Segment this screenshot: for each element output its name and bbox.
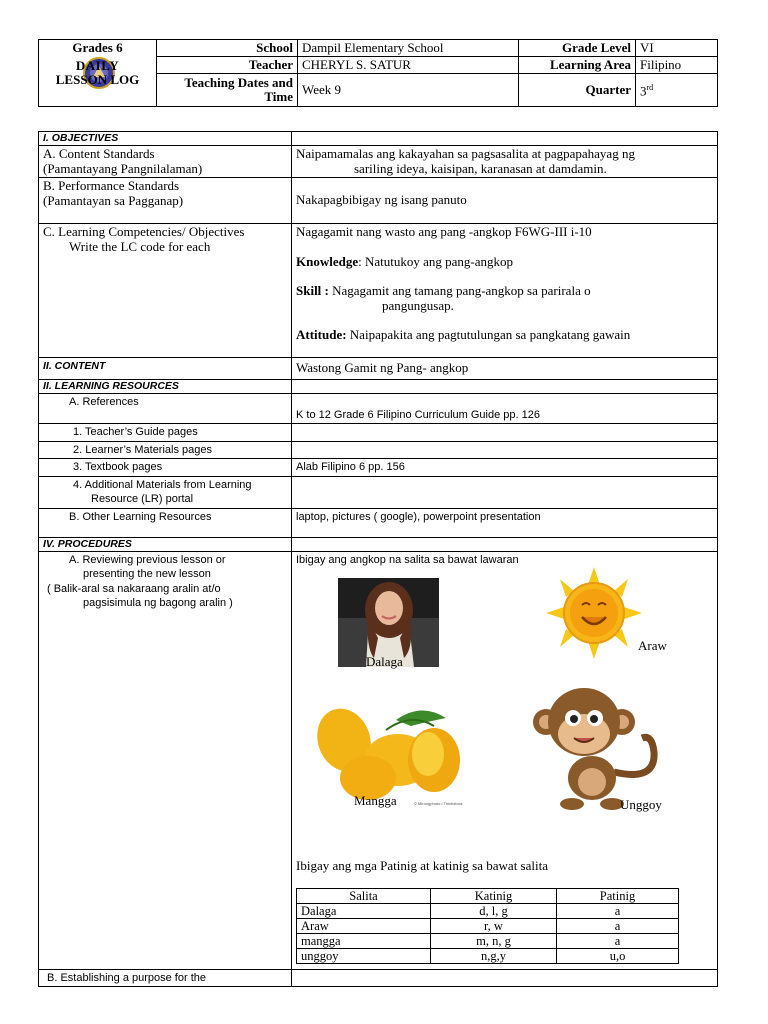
teachers-guide-label [39, 424, 292, 442]
procedure-a-label-line1: A. Reviewing previous lesson or [69, 553, 226, 566]
attitude-line [296, 328, 713, 343]
mini-cell: u,o [557, 949, 679, 964]
school-value: Dampil Elementary School [298, 40, 519, 57]
additional-materials-label-line1: 4. Additional Materials from Learning [73, 478, 252, 491]
objectives-heading-blank [292, 132, 718, 146]
mini-cell: d, l, g [431, 904, 557, 919]
learning-competencies-label-line1: C. Learning Competencies/ Objectives [43, 224, 245, 239]
lc-code-line: Nagagamit nang wasto ang pang -angkop F6WG-III i-10 [296, 224, 592, 239]
content-heading: II. CONTENT [39, 358, 292, 380]
mini-header-salita: Salita [297, 889, 431, 904]
other-resources-label [39, 508, 292, 537]
mini-cell: a [557, 904, 679, 919]
grades-label: Grades 6 [72, 40, 123, 55]
mini-cell: a [557, 919, 679, 934]
quarter-label: Quarter [519, 74, 636, 107]
mini-cell: mangga [297, 934, 431, 949]
additional-materials-label [39, 476, 292, 508]
content-standards-label-line1: A. Content Standards [43, 146, 155, 161]
unggoy-label: Unggoy [620, 797, 662, 812]
teachers-guide-value [292, 424, 718, 442]
procedure-a-label-line2: presenting the new lesson [83, 568, 211, 580]
content-standards-value-line1: Naipamamalas ang kakayahan sa pagsasalita at pagpapahayag ng [296, 146, 635, 161]
textbook-value: Alab Filipino 6 pp. 156 [292, 459, 718, 477]
skill-line [296, 284, 713, 299]
knowledge-line [296, 255, 713, 270]
additional-materials-value [292, 476, 718, 508]
content-value: Wastong Gamit ng Pang- angkop [292, 358, 718, 380]
procedure-b-content [292, 969, 718, 987]
knowledge-value: : Natutukoy ang pang-angkop [358, 253, 514, 269]
learners-materials-value [292, 441, 718, 459]
procedure-a-label-line3: ( Balik-aral sa nakaraang aralin at/o [47, 582, 221, 595]
mini-header-katinig: Katinig [431, 889, 557, 904]
performance-standards-label-line1: B. Performance Standards [43, 178, 180, 193]
grade-level-value: VI [636, 40, 718, 57]
references-value-text: K to 12 Grade 6 Filipino Curriculum Guide pp. 126 [296, 408, 540, 421]
skill-line-2: pangungusap. [382, 297, 454, 313]
mini-cell: n,g,y [431, 949, 557, 964]
mini-cell: a [557, 934, 679, 949]
learning-area-value: Filipino [636, 57, 718, 74]
content-standards-label [39, 146, 292, 178]
learning-competencies-value [292, 224, 718, 358]
references-value [292, 394, 718, 424]
procedure-a-instruction-2: Ibigay ang mga Patinig at katinig sa bawat salita [296, 858, 548, 873]
grade-level-label: Grade Level [519, 40, 636, 57]
procedure-a-instruction: Ibigay ang angkop na salita sa bawat lawaran [296, 553, 519, 566]
learning-competencies-label-line2: Write the LC code for each [69, 238, 211, 254]
performance-standards-label-line2: (Pamantayan sa Pagganap) [43, 192, 184, 208]
references-label-text: A. References [69, 396, 139, 408]
learners-materials-label-text: 2. Learner’s Materials pages [73, 443, 213, 456]
school-label: School [157, 40, 298, 57]
procedure-b-label [39, 969, 292, 987]
learning-competencies-label [39, 224, 292, 358]
dates-label [157, 74, 298, 107]
mini-cell: Dalaga [297, 904, 431, 919]
dalaga-label: Dalaga [366, 654, 403, 669]
textbook-label [39, 459, 292, 477]
table-row [297, 949, 679, 964]
dates-label-line2: Time [264, 89, 293, 104]
mangga-label: Mangga [354, 793, 397, 808]
content-standards-value-line2: sariling ideya, kaisipan, karanasan at damdamin. [354, 160, 607, 176]
references-label [39, 394, 292, 424]
additional-materials-label-line2: Resource (LR) portal [91, 493, 194, 505]
learners-materials-label [39, 441, 292, 459]
logo-cell [39, 40, 157, 107]
textbook-label-text: 3. Textbook pages [73, 461, 163, 473]
quarter-suffix: rd [646, 83, 654, 93]
mini-table-header [297, 889, 679, 904]
other-resources-value: laptop, pictures ( google), powerpoint presentation [292, 508, 718, 537]
content-standards-value [292, 146, 718, 178]
mini-cell: m, n, g [431, 934, 557, 949]
table-row [297, 904, 679, 919]
other-resources-label-text: B. Other Learning Resources [69, 510, 212, 523]
patinig-katinig-table [296, 888, 679, 964]
learning-area-label: Learning Area [519, 57, 636, 74]
performance-standards-value [292, 178, 718, 224]
procedure-b-label-text: B. Establishing a purpose for the [47, 971, 206, 984]
procedures-heading-blank [292, 537, 718, 551]
skill-value: Nagagamit ang tamang pang-angkop sa parirala o [328, 283, 591, 298]
procedure-a-label-line4: pagsisimula ng bagong aralin ) [83, 597, 233, 609]
content-standards-label-line2: (Pamantayang Pangnilalaman) [43, 160, 203, 176]
teacher-label: Teacher [157, 57, 298, 74]
araw-label: Araw [638, 638, 667, 653]
logo-line1: DAILY [75, 58, 120, 73]
resources-heading-blank [292, 380, 718, 394]
dates-value: Week 9 [298, 74, 519, 107]
quarter-number: 3 [640, 83, 647, 99]
monkey-icon [526, 682, 666, 814]
table-row [297, 919, 679, 934]
performance-standards-value-text: Nakapagbibigay ng isang panuto [296, 192, 467, 208]
resources-heading: II. LEARNING RESOURCES [39, 380, 292, 394]
photo-credit: © Mirongphoto / Thinkstock [414, 801, 463, 806]
table-row [297, 934, 679, 949]
mini-header-patinig: Patinig [557, 889, 679, 904]
objectives-heading: I. OBJECTIVES [39, 132, 292, 146]
mini-cell: r, w [431, 919, 557, 934]
performance-standards-label [39, 178, 292, 224]
logo-line2: LESSON LOG [55, 72, 140, 87]
teachers-guide-label-text: 1. Teacher’s Guide pages [73, 426, 198, 438]
sun-icon [540, 565, 648, 661]
procedures-heading: IV. PROCEDURES [39, 537, 292, 551]
skill-label: Skill : [296, 283, 329, 298]
header-table [38, 39, 718, 107]
mango-icon [316, 700, 466, 805]
mini-cell: Araw [297, 919, 431, 934]
dates-label-line1: Teaching Dates and [184, 75, 293, 90]
attitude-label: Attitude: [296, 327, 347, 342]
mini-cell: unggoy [297, 949, 431, 964]
procedure-a-label [39, 551, 292, 969]
teacher-value: CHERYL S. SATUR [298, 57, 519, 74]
attitude-value: Naipapakita ang pagtutulungan sa pangkatang gawain [346, 327, 631, 342]
quarter-value [636, 74, 718, 107]
knowledge-label: Knowledge [296, 253, 359, 269]
